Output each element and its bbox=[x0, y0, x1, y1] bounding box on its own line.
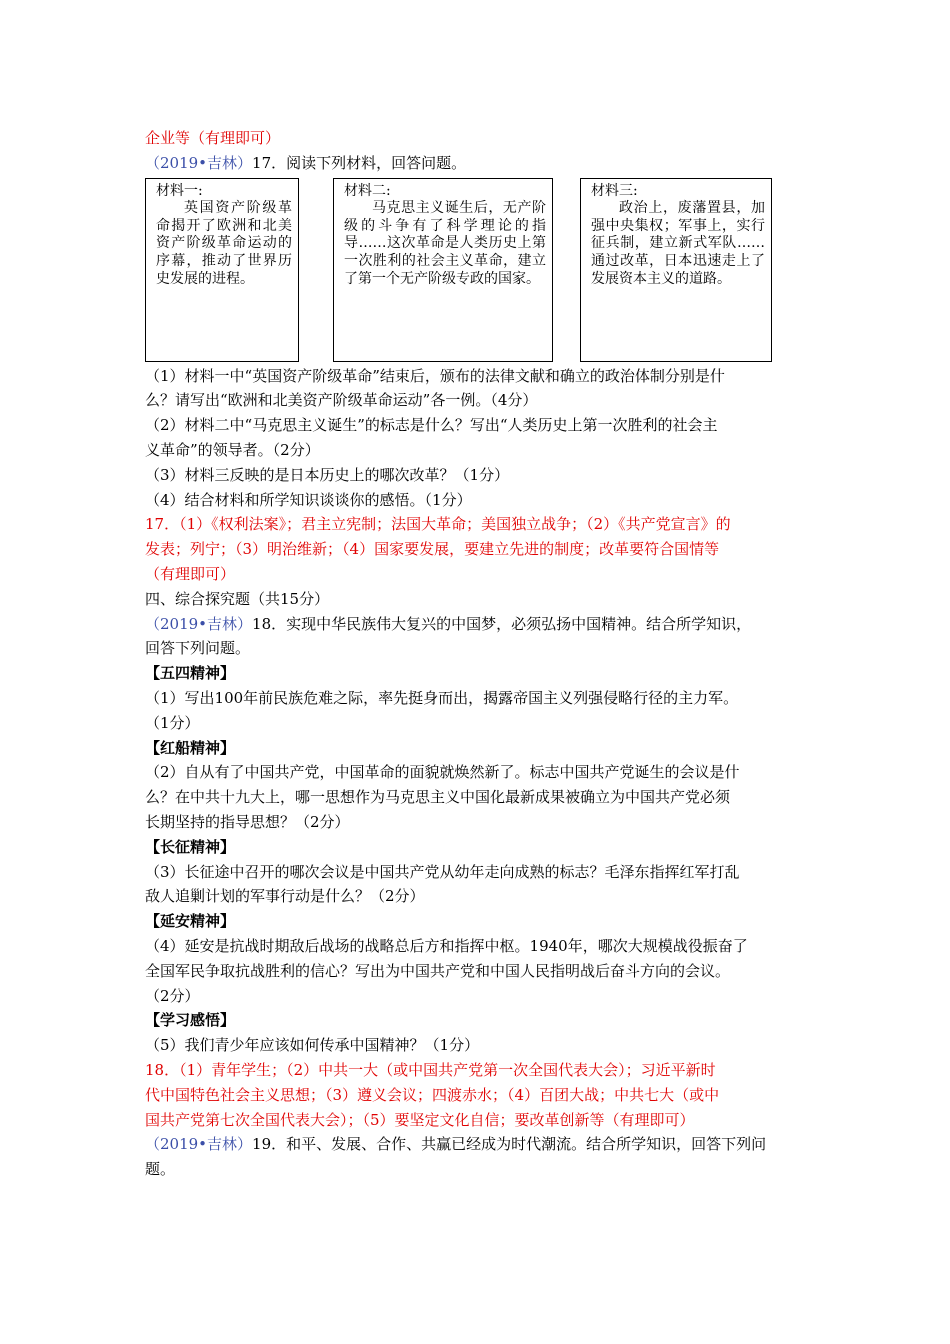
q18-p2-line3: 长期坚持的指导思想？（2分） bbox=[145, 812, 350, 831]
q18-answer-line1: 18．（1）青年学生；（2）中共一大（或中国共产党第一次全国代表大会）；习近平新时 bbox=[145, 1060, 716, 1079]
q18-stem-line1 bbox=[145, 612, 810, 637]
document-page bbox=[145, 126, 810, 1182]
q18-p4-line1: （4）延安是抗战时期敌后战场的战略总后方和指挥中枢。1940年，哪次大规模战役振奋了 bbox=[145, 936, 748, 955]
q17-sub1-line2: 么？请写出“欧洲和北美资产阶级革命运动”各一例。（4分） bbox=[145, 391, 538, 410]
q18-stem-text: 18．实现中华民族伟大复兴的中国梦，必须弘扬中国精神。结合所学知识， bbox=[252, 614, 752, 633]
q18-heading-changzheng: 【长征精神】 bbox=[145, 837, 236, 856]
material-1-title: 材料一: bbox=[156, 182, 203, 199]
material-box-1 bbox=[145, 178, 299, 362]
q18-heading-yanan: 【延安精神】 bbox=[145, 912, 236, 931]
q17-answer-line1: 17．（1）《权利法案》；君主立宪制；法国大革命；美国独立战争；（2）《共产党宣言》的 bbox=[145, 515, 731, 534]
q19-source-tag: （2019•吉林） bbox=[145, 1135, 253, 1154]
q18-p3-line1: （3）长征途中召开的哪次会议是中国共产党从幼年走向成熟的标志？毛泽东指挥红军打乱 bbox=[145, 862, 740, 881]
q18-p2-line1: （2）自从有了中国共产党，中国革命的面貌就焕然新了。标志中国共产党诞生的会议是什 bbox=[145, 763, 740, 782]
q17-sub3: （3）材料三反映的是日本历史上的哪次改革？（1分） bbox=[145, 465, 510, 484]
q18-heading-hongchuan: 【红船精神】 bbox=[145, 738, 236, 757]
material-box-2 bbox=[333, 178, 553, 362]
q17-answer-line2: 发表；列宁；（3）明治维新；（4）国家要发展，要建立先进的制度；改革要符合国情等 bbox=[145, 540, 720, 559]
q17-source-tag: （2019•吉林） bbox=[145, 153, 253, 172]
material-2-body: 马克思主义诞生后，无产阶级的斗争有了科学理论的指导……这次革命是人类历史上第一次胜利的社会主义革命，建立了第一个无产阶级专政的国家。 bbox=[344, 200, 546, 287]
q18-p4-line2: 全国军民争取抗战胜利的信心？写出为中国共产党和中国人民指明战后奋斗方向的会议。 bbox=[145, 961, 731, 980]
prev-answer-tail: 企业等（有理即可） bbox=[145, 129, 281, 147]
q17-answer-line3: （有理即可） bbox=[145, 564, 236, 583]
material-box-3 bbox=[580, 178, 772, 362]
q18-p1-line2: （1分） bbox=[145, 713, 200, 732]
section-4-heading: 四、综合探究题（共15分） bbox=[145, 589, 330, 608]
q18-heading-ganwu: 【学习感悟】 bbox=[145, 1011, 236, 1030]
material-2-title: 材料二: bbox=[344, 182, 391, 199]
q19-stem-line2: 题。 bbox=[145, 1160, 176, 1179]
q17-sub2-line2: 义革命”的领导者。（2分） bbox=[145, 440, 320, 459]
q18-p2-line2: 么？在中共十九大上，哪一思想作为马克思主义中国化最新成果被确立为中国共产党必须 bbox=[145, 788, 731, 807]
q18-answer-line3: 国共产党第七次全国代表大会）；（5）要坚定文化自信；要改革创新等（有理即可） bbox=[145, 1110, 695, 1129]
q19-stem-text: 19．和平、发展、合作、共赢已经成为时代潮流。结合所学知识，回答下列问 bbox=[252, 1135, 767, 1154]
q17-sub2-line1: （2）材料二中“马克思主义诞生”的标志是什么？写出“人类历史上第一次胜利的社会主 bbox=[145, 416, 718, 435]
material-3-title: 材料三: bbox=[591, 182, 638, 199]
q18-p3-line2: 敌人追剿计划的军事行动是什么？（2分） bbox=[145, 887, 425, 906]
q18-answer-line2: 代中国特色社会主义思想；（3）遵义会议；四渡赤水；（4）百团大战；中共七大（或中 bbox=[145, 1085, 720, 1104]
q17-sub1-line1: （1）材料一中“英国资产阶级革命”结束后，颁布的法律文献和确立的政治体制分别是什 bbox=[145, 366, 725, 385]
q17-sub4: （4）结合材料和所学知识谈谈你的感悟。（1分） bbox=[145, 490, 472, 509]
q19-stem-line1 bbox=[145, 1132, 810, 1157]
q18-source-tag: （2019•吉林） bbox=[145, 614, 253, 633]
q18-p4-line3: （2分） bbox=[145, 986, 200, 1005]
q18-p5: （5）我们青少年应该如何传承中国精神？（1分） bbox=[145, 1036, 480, 1055]
material-1-body: 英国资产阶级革命揭开了欧洲和北美资产阶级革命运动的序幕，推动了世界历史发展的进程。 bbox=[156, 200, 292, 287]
materials-boxes bbox=[145, 178, 810, 364]
material-3-body: 政治上，废藩置县，加强中央集权；军事上，实行征兵制，建立新式军队……通过改革，日本迅速走上了发展资本主义的道路。 bbox=[591, 200, 765, 287]
q18-heading-wusi: 【五四精神】 bbox=[145, 664, 236, 683]
q17-stem-text: 17．阅读下列材料，回答问题。 bbox=[252, 153, 467, 172]
q17-stem bbox=[145, 151, 810, 176]
q18-p1-line1: （1）写出100年前民族危难之际，率先挺身而出，揭露帝国主义列强侵略行径的主力军。 bbox=[145, 688, 739, 707]
q18-stem-line2: 回答下列问题。 bbox=[145, 639, 251, 658]
